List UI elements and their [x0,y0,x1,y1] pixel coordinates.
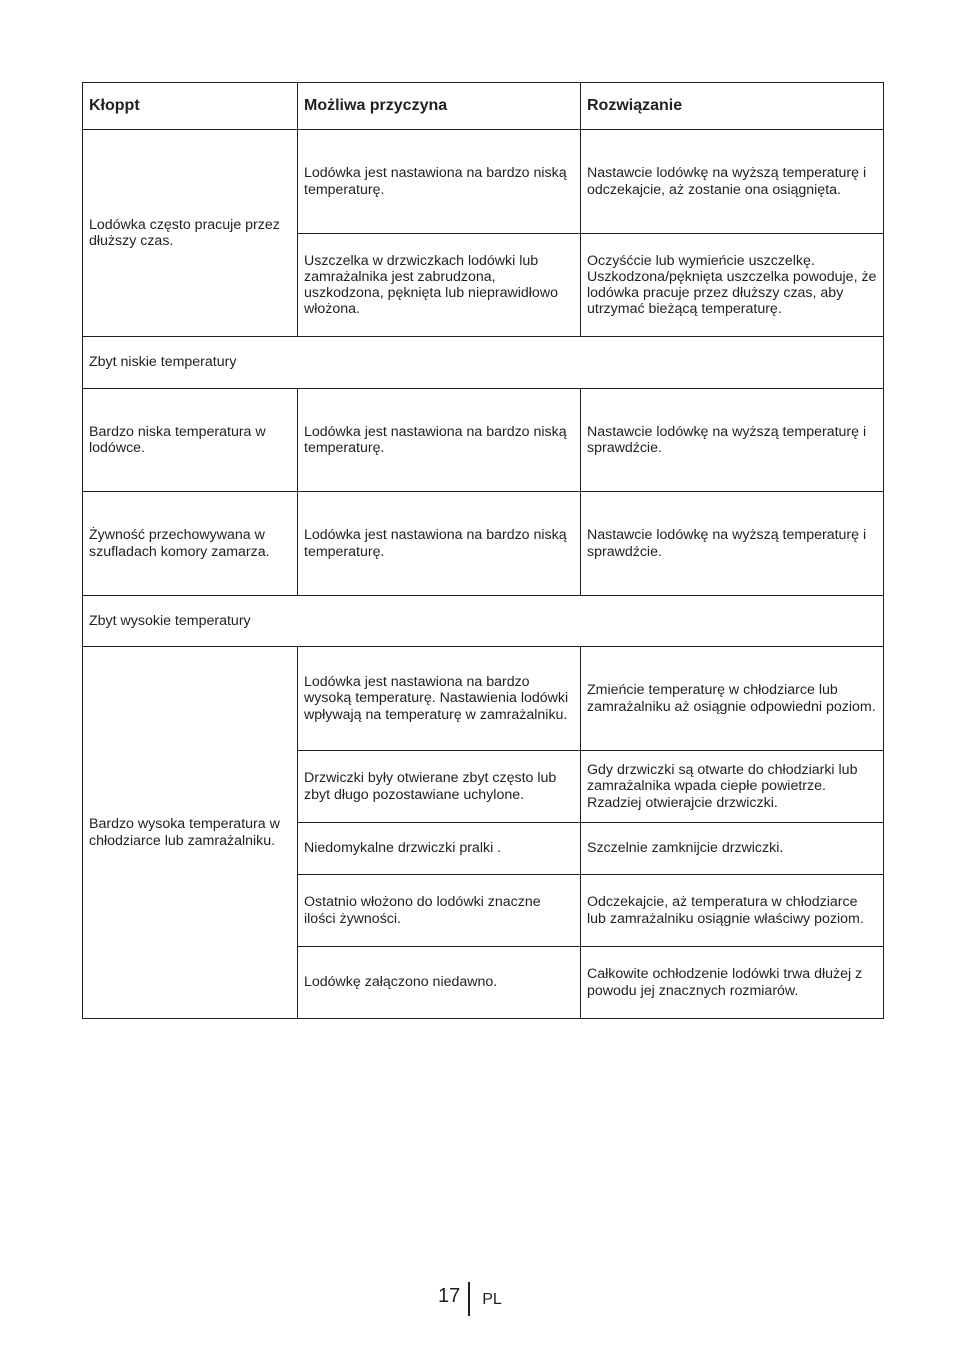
cause-cell: Lodówka jest nastawiona na bardzo niską temperaturę. [298,492,581,596]
problem-cell: Bardzo wysoka temperatura w chłodziarce lub zamrażalniku. [83,647,298,1019]
solution-cell: Zmieńcie temperaturę w chłodziarce lub zamrażalniku aż osiągnie odpowiedni poziom. [581,647,884,751]
page-footer [438,1282,502,1316]
header-row [83,83,884,130]
solution-cell: Całkowite ochłodzenie lodówki trwa dłużej z powodu jej znacznych rozmiarów. [581,947,884,1019]
section-heading: Zbyt niskie temperatury [83,337,884,389]
table-row [83,647,884,751]
solution-cell: Nastawcie lodówkę na wyższą temperaturę i odczekajcie, aż zostanie ona osiągnięta. [581,130,884,234]
solution-cell: Szczelnie zamknijcie drzwiczki. [581,823,884,875]
cause-cell: Uszczelka w drzwiczkach lodówki lub zamrażalnika jest zabrudzona, uszkodzona, pęknięta lub nieprawidłowo włożona. [298,234,581,337]
solution-cell: Nastawcie lodówkę na wyższą temperaturę i sprawdźcie. [581,389,884,492]
section-heading: Zbyt wysokie temperatury [83,596,884,647]
cause-cell: Lodówka jest nastawiona na bardzo niską temperaturę. [298,389,581,492]
solution-cell: Oczyśćcie lub wymieńcie uszczelkę. Uszkodzona/pęknięta uszczelka powoduje, że lodówka pracuje przez dłuższy czas, aby utrzymać bieżącą temperaturę. [581,234,884,337]
problem-cell: Bardzo niska temperatura w lodówce. [83,389,298,492]
solution-cell: Gdy drzwiczki są otwarte do chłodziarki lub zamrażalnika wpada ciepłe powietrze. Rzadziej otwierajcie drzwiczki. [581,751,884,823]
header-solution: Rozwiązanie [581,83,884,130]
cause-cell: Lodówka jest nastawiona na bardzo niską temperaturę. [298,130,581,234]
problem-cell: Lodówka często pracuje przez dłuższy czas. [83,130,298,337]
solution-cell: Odczekajcie, aż temperatura w chłodziarce lub zamrażalniku osiągnie właściwy poziom. [581,875,884,947]
header-problem: Kłoppt [83,83,298,130]
cause-cell: Lodówkę załączono niedawno. [298,947,581,1019]
cause-cell: Lodówka jest nastawiona na bardzo wysoką temperaturę. Nastawienia lodówki wpływają na temperaturę w zamrażalniku. [298,647,581,751]
header-cause: Możliwa przyczyna [298,83,581,130]
cause-cell: Niedomykalne drzwiczki pralki . [298,823,581,875]
table-row [83,389,884,492]
footer-divider [468,1282,470,1316]
table-row [83,130,884,234]
cause-cell: Drzwiczki były otwierane zbyt często lub zbyt długo pozostawiane uchylone. [298,751,581,823]
problem-cell: Żywność przechowywana w szufladach komory zamarza. [83,492,298,596]
troubleshooting-table [82,82,884,1019]
language-code: PL [482,1291,502,1308]
section-row [83,337,884,389]
section-row [83,596,884,647]
solution-cell: Nastawcie lodówkę na wyższą temperaturę i sprawdźcie. [581,492,884,596]
table-row [83,492,884,596]
cause-cell: Ostatnio włożono do lodówki znaczne ilości żywności. [298,875,581,947]
page-number: 17 [438,1285,461,1307]
